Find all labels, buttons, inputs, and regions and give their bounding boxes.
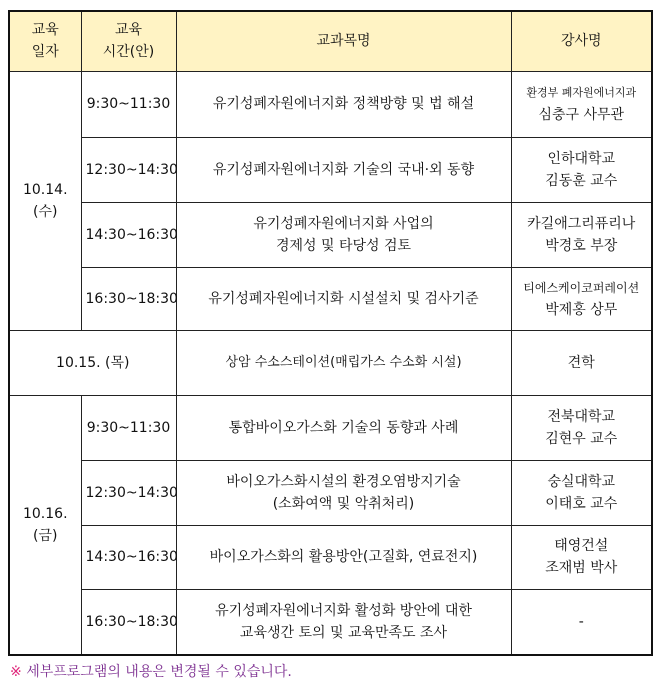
header-row	[9, 11, 652, 71]
instructor-name: 김동훈 교수	[545, 172, 618, 189]
instructor-affiliation: 태영건설	[554, 538, 609, 554]
header-course: 교과목명	[176, 11, 511, 71]
course-cell	[176, 267, 511, 330]
course-line1: 유기성폐자원에너지화 시설설치 및 검사기준	[208, 290, 479, 307]
course-line1: 통합바이오가스화 기술의 동향과 사례	[228, 419, 459, 436]
date-line2: (금)	[33, 527, 58, 544]
table-row	[9, 460, 652, 525]
course-cell	[176, 71, 511, 137]
course-cell: 상암 수소스테이션(매립가스 수소화 시설)	[176, 330, 511, 395]
course-line2: 교육생간 토의 및 교육만족도 조사	[239, 624, 448, 641]
header-date-line2: 일자	[31, 44, 59, 61]
instructor-cell	[511, 460, 652, 525]
table-row	[9, 137, 652, 202]
table-row	[9, 589, 652, 655]
time-cell: 16:30~18:30	[81, 267, 176, 330]
instructor-name: 심충구 사무관	[538, 107, 625, 123]
header-date	[9, 11, 81, 71]
instructor-cell	[511, 267, 652, 330]
course-line1: 유기성폐자원에너지화 활성화 방안에 대한	[215, 602, 472, 619]
instructor-affiliation: 숭실대학교	[547, 473, 616, 490]
time-cell: 9:30~11:30	[81, 395, 176, 460]
schedule-table	[8, 10, 653, 656]
table-row	[9, 71, 652, 137]
time-cell: 14:30~16:30	[81, 202, 176, 267]
instructor-cell	[511, 137, 652, 202]
instructor-name: 김현우 교수	[545, 430, 618, 447]
date-cell-day3	[9, 395, 81, 655]
course-line1: 바이오가스화의 활용방안(고질화, 연료전지)	[209, 549, 478, 565]
instructor-affiliation: 카길애그리퓨리나	[527, 215, 636, 232]
time-cell: 14:30~16:30	[81, 525, 176, 589]
table-row	[9, 267, 652, 330]
time-cell: 9:30~11:30	[81, 71, 176, 137]
course-cell	[176, 202, 511, 267]
instructor-affiliation: 환경부 폐자원에너지과	[526, 86, 637, 99]
time-cell: 16:30~18:30	[81, 589, 176, 655]
header-date-line1: 교육	[31, 22, 59, 39]
header-time-line2: 시간(안)	[102, 44, 155, 61]
table-row	[9, 202, 652, 267]
instructor-cell	[511, 525, 652, 589]
table-row	[9, 395, 652, 460]
instructor-name: 조재범 박사	[545, 560, 618, 576]
header-instructor: 강사명	[511, 11, 652, 71]
course-cell	[176, 589, 511, 655]
table-row	[9, 330, 652, 395]
date-cell-day2: 10.15. (목)	[9, 330, 176, 395]
footnote-text: 세부프로그램의 내용은 변경될 수 있습니다.	[26, 664, 292, 680]
course-cell	[176, 395, 511, 460]
header-time	[81, 11, 176, 71]
course-line1: 유기성폐자원에너지화 정책방향 및 법 해설	[212, 96, 475, 112]
instructor-name: 이태호 교수	[545, 495, 618, 512]
table-row	[9, 525, 652, 589]
course-line2: 경제성 및 타당성 검토	[275, 237, 412, 254]
instructor-affiliation: 인하대학교	[547, 150, 616, 167]
course-cell	[176, 460, 511, 525]
course-line2: (소화여액 및 악취처리)	[272, 495, 415, 512]
course-line1: 유기성폐자원에너지화 기술의 국내·외 동향	[212, 161, 475, 178]
date-line1: 10.16.	[22, 505, 68, 522]
footnote	[10, 661, 292, 681]
course-line1: 유기성폐자원에너지화 사업의	[253, 215, 434, 232]
instructor-affiliation: 전북대학교	[547, 408, 616, 425]
instructor-cell	[511, 202, 652, 267]
date-line2: (수)	[33, 203, 58, 220]
date-cell-day1	[9, 71, 81, 330]
instructor-cell	[511, 589, 652, 655]
time-cell: 12:30~14:30	[81, 137, 176, 202]
date-line1: 10.14.	[22, 181, 68, 198]
instructor-cell	[511, 71, 652, 137]
instructor-affiliation: -	[578, 613, 584, 630]
course-cell	[176, 525, 511, 589]
instructor-cell: 견학	[511, 330, 652, 395]
instructor-name: 박제홍 상무	[545, 301, 618, 318]
header-time-line1: 교육	[114, 22, 143, 39]
instructor-cell	[511, 395, 652, 460]
instructor-affiliation: 티에스케이코퍼레이션	[523, 280, 640, 295]
instructor-name: 박경호 부장	[545, 237, 618, 254]
time-cell: 12:30~14:30	[81, 460, 176, 525]
course-line1: 바이오가스화시설의 환경오염방지기술	[226, 473, 461, 490]
reference-mark: ※	[10, 664, 22, 680]
course-cell	[176, 137, 511, 202]
